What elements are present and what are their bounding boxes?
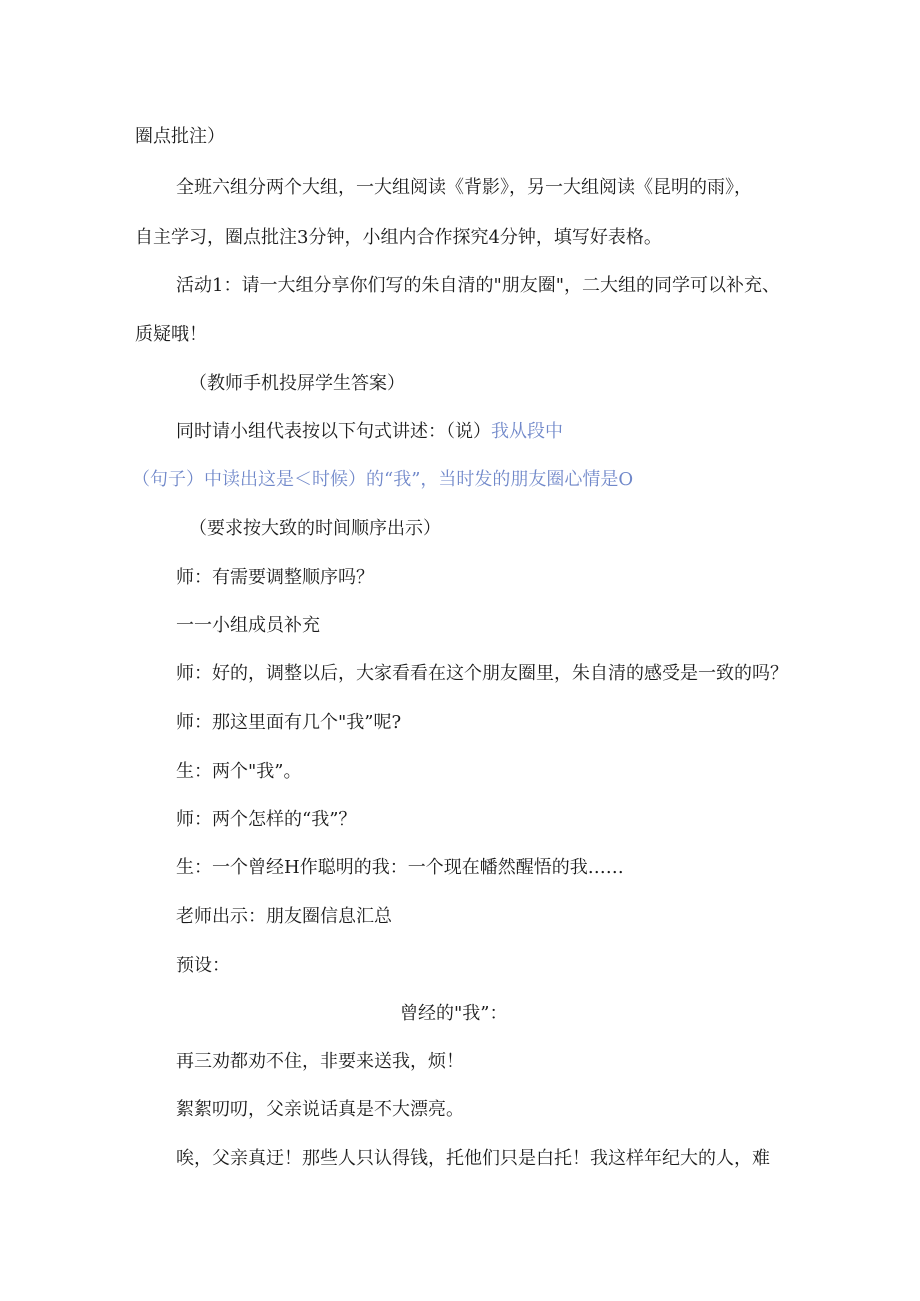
dialogue-line: 师：两个怎样的“我”？ <box>176 809 357 830</box>
paragraph-line <box>176 420 563 444</box>
paragraph-line: （教师手机投屏学生答案） <box>189 373 405 394</box>
section-heading: 曾经的"我”： <box>400 1003 508 1024</box>
paragraph-line: 预设： <box>176 955 230 976</box>
dialogue-line: 师：好的，调整以后，大家看看在这个朋友圈里，朱自清的感受是一致的吗？ <box>176 663 788 684</box>
paragraph-line: 活动1：请一大组分享你们写的朱自清的"朋友圈"，二大组的同学可以补充、 <box>176 275 781 296</box>
dialogue-line: 生：两个"我”。 <box>176 761 302 782</box>
paragraph-line: 自主学习，圈点批注3分钟，小组内合作探究4分钟，填写好表格。 <box>135 227 662 248</box>
paragraph-line: 再三劝都劝不住，非要来送我，烦！ <box>176 1051 464 1072</box>
dialogue-line: 师：那这里面有几个"我”呢? <box>176 712 402 733</box>
sentence-template-start: 我从段中 <box>491 421 563 442</box>
paragraph-line: 质疑哦！ <box>135 324 207 345</box>
paragraph-line: （要求按大致的时间顺序出示） <box>189 518 441 539</box>
dialogue-line: 生：一个曾经H作聪明的我：一个现在幡然醒悟的我…… <box>176 857 624 878</box>
instruction-text: 同时请小组代表按以下句式讲述：（说） <box>176 421 491 442</box>
paragraph-line: 老师出示：朋友圈信息汇总 <box>176 906 392 927</box>
dialogue-line: 师：有需要调整顺序吗？ <box>176 567 374 588</box>
paragraph-line: 全班六组分两个大组，一大组阅读《背影》，另一大组阅读《昆明的雨》， <box>176 177 752 198</box>
paragraph-line: 唉，父亲真迂！那些人只认得钱，托他们只是白托！我这样年纪大的人，难 <box>176 1148 770 1169</box>
dialogue-line: 一一小组成员补充 <box>176 615 320 636</box>
paragraph-line: 絮絮叨叨，父亲说话真是不大漂亮。 <box>176 1099 464 1120</box>
sentence-template-line: （句子）中读出这是＜时候）的“我”，当时发的朋友圈心情是O <box>132 469 634 490</box>
paragraph-line: 圈点批注） <box>135 126 225 147</box>
